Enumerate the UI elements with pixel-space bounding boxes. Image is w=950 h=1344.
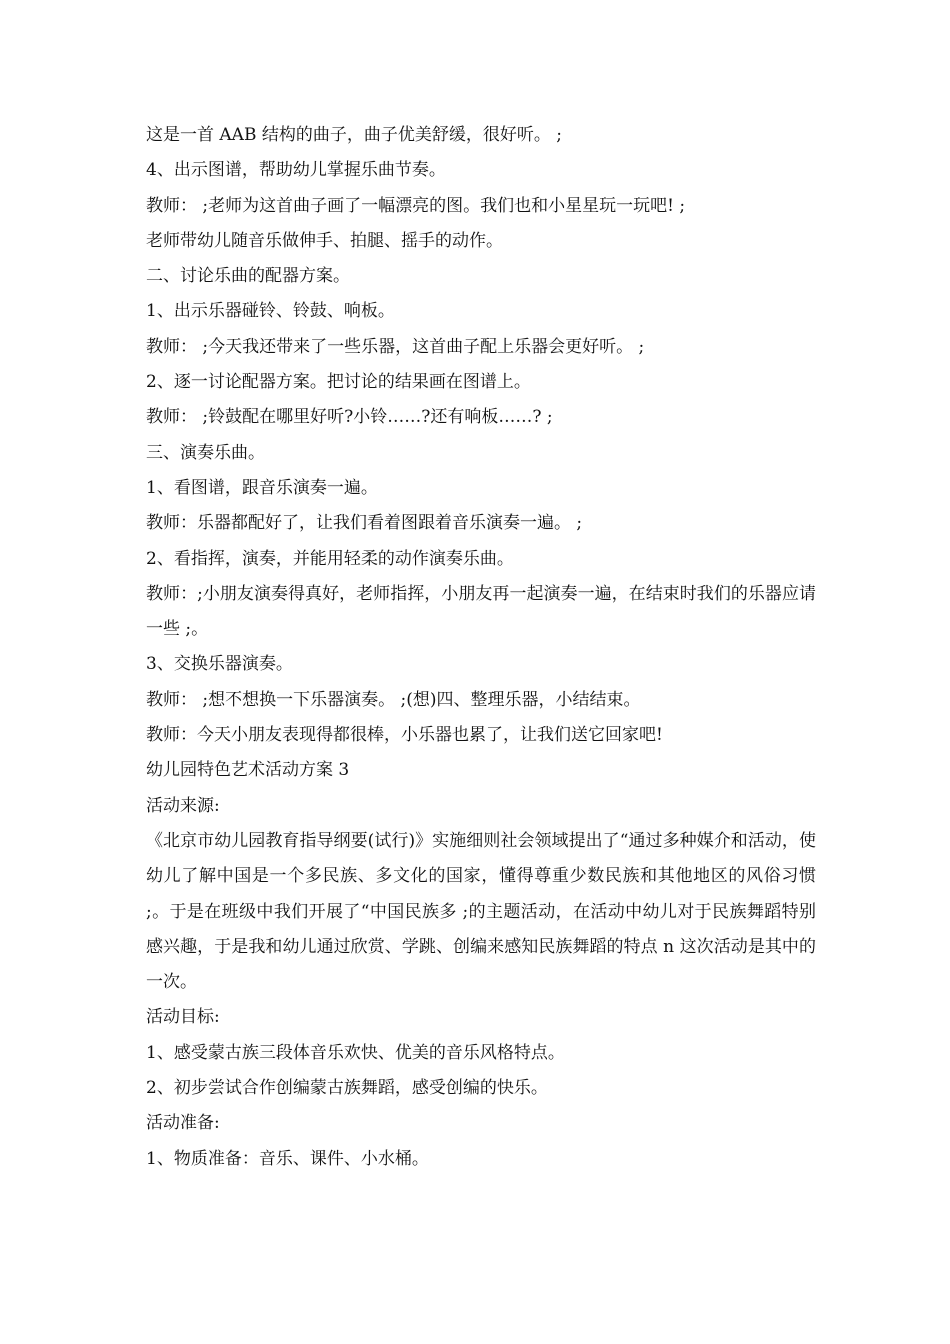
plan-title: 幼儿园特色艺术活动方案 3: [146, 760, 350, 781]
text-line: 这是一首 AAB 结构的曲子，曲子优美舒缓，很好听。 ;: [146, 125, 562, 145]
text-line: 2、逐一讨论配器方案。把讨论的结果画在图谱上。: [146, 372, 531, 393]
text-line: 教师： ;老师为这首曲子画了一幅漂亮的图。我们也和小星星玩一玩吧! ;: [146, 195, 686, 216]
text-line: 教师：今天小朋友表现得都很棒，小乐器也累了，让我们送它回家吧!: [146, 725, 663, 746]
text-line: 1、感受蒙古族三段体音乐欢快、优美的音乐风格特点。: [146, 1042, 565, 1063]
text-line: 2、看指挥，演奏，并能用轻柔的动作演奏乐曲。: [146, 548, 514, 569]
section-heading: 活动目标:: [146, 1007, 220, 1028]
text-line: 教师： ;铃鼓配在哪里好听?小铃……?还有响板……? ;: [146, 407, 553, 428]
document-body: [146, 118, 816, 1177]
paragraph-teacher-conductor: 教师：;小朋友演奏得真好，老师指挥，小朋友再一起演奏一遍，在结束时我们的乐器应请一些 ;。: [146, 583, 816, 640]
text-line: 老师带幼儿随音乐做伸手、拍腿、摇手的动作。: [146, 230, 503, 251]
text-line: 1、物质准备：音乐、课件、小水桶。: [146, 1148, 429, 1169]
text-line: 3、交换乐器演奏。: [146, 654, 293, 675]
text-line: 教师：乐器都配好了，让我们看着图跟着音乐演奏一遍。 ;: [146, 513, 583, 534]
text-line: 教师： ;想不想换一下乐器演奏。 ;(想)四、整理乐器，小结结束。: [146, 689, 641, 710]
text-line: 教师： ;今天我还带来了一些乐器，这首曲子配上乐器会更好听。 ;: [146, 336, 645, 357]
text-line: 4、出示图谱，帮助幼儿掌握乐曲节奏。: [146, 160, 446, 181]
section-heading: 三、演奏乐曲。: [146, 442, 265, 463]
section-heading: 活动来源:: [146, 795, 220, 816]
section-heading: 二、讨论乐曲的配器方案。: [146, 266, 350, 287]
text-line: 1、出示乐器碰铃、铃鼓、响板。: [146, 301, 395, 322]
text-line: 2、初步尝试合作创编蒙古族舞蹈，感受创编的快乐。: [146, 1078, 548, 1099]
text-line: 1、看图谱，跟音乐演奏一遍。: [146, 477, 378, 498]
paragraph-activity-source: 《北京市幼儿园教育指导纲要(试行)》实施细则社会领域提出了“通过多种媒介和活动，使幼儿了解中国是一个多民族、多文化的国家，懂得尊重少数民族和其他地区的风俗习惯 ;。于是在班级中我们开展了“中国民族多 ;的主题活动，在活动中幼儿对于民族舞蹈特别感兴趣，于是我和幼儿通过欣赏、学跳、创编来感知民族舞蹈的特点 n 这次活动是其中的一次。: [146, 830, 816, 993]
section-heading: 活动准备:: [146, 1113, 220, 1134]
